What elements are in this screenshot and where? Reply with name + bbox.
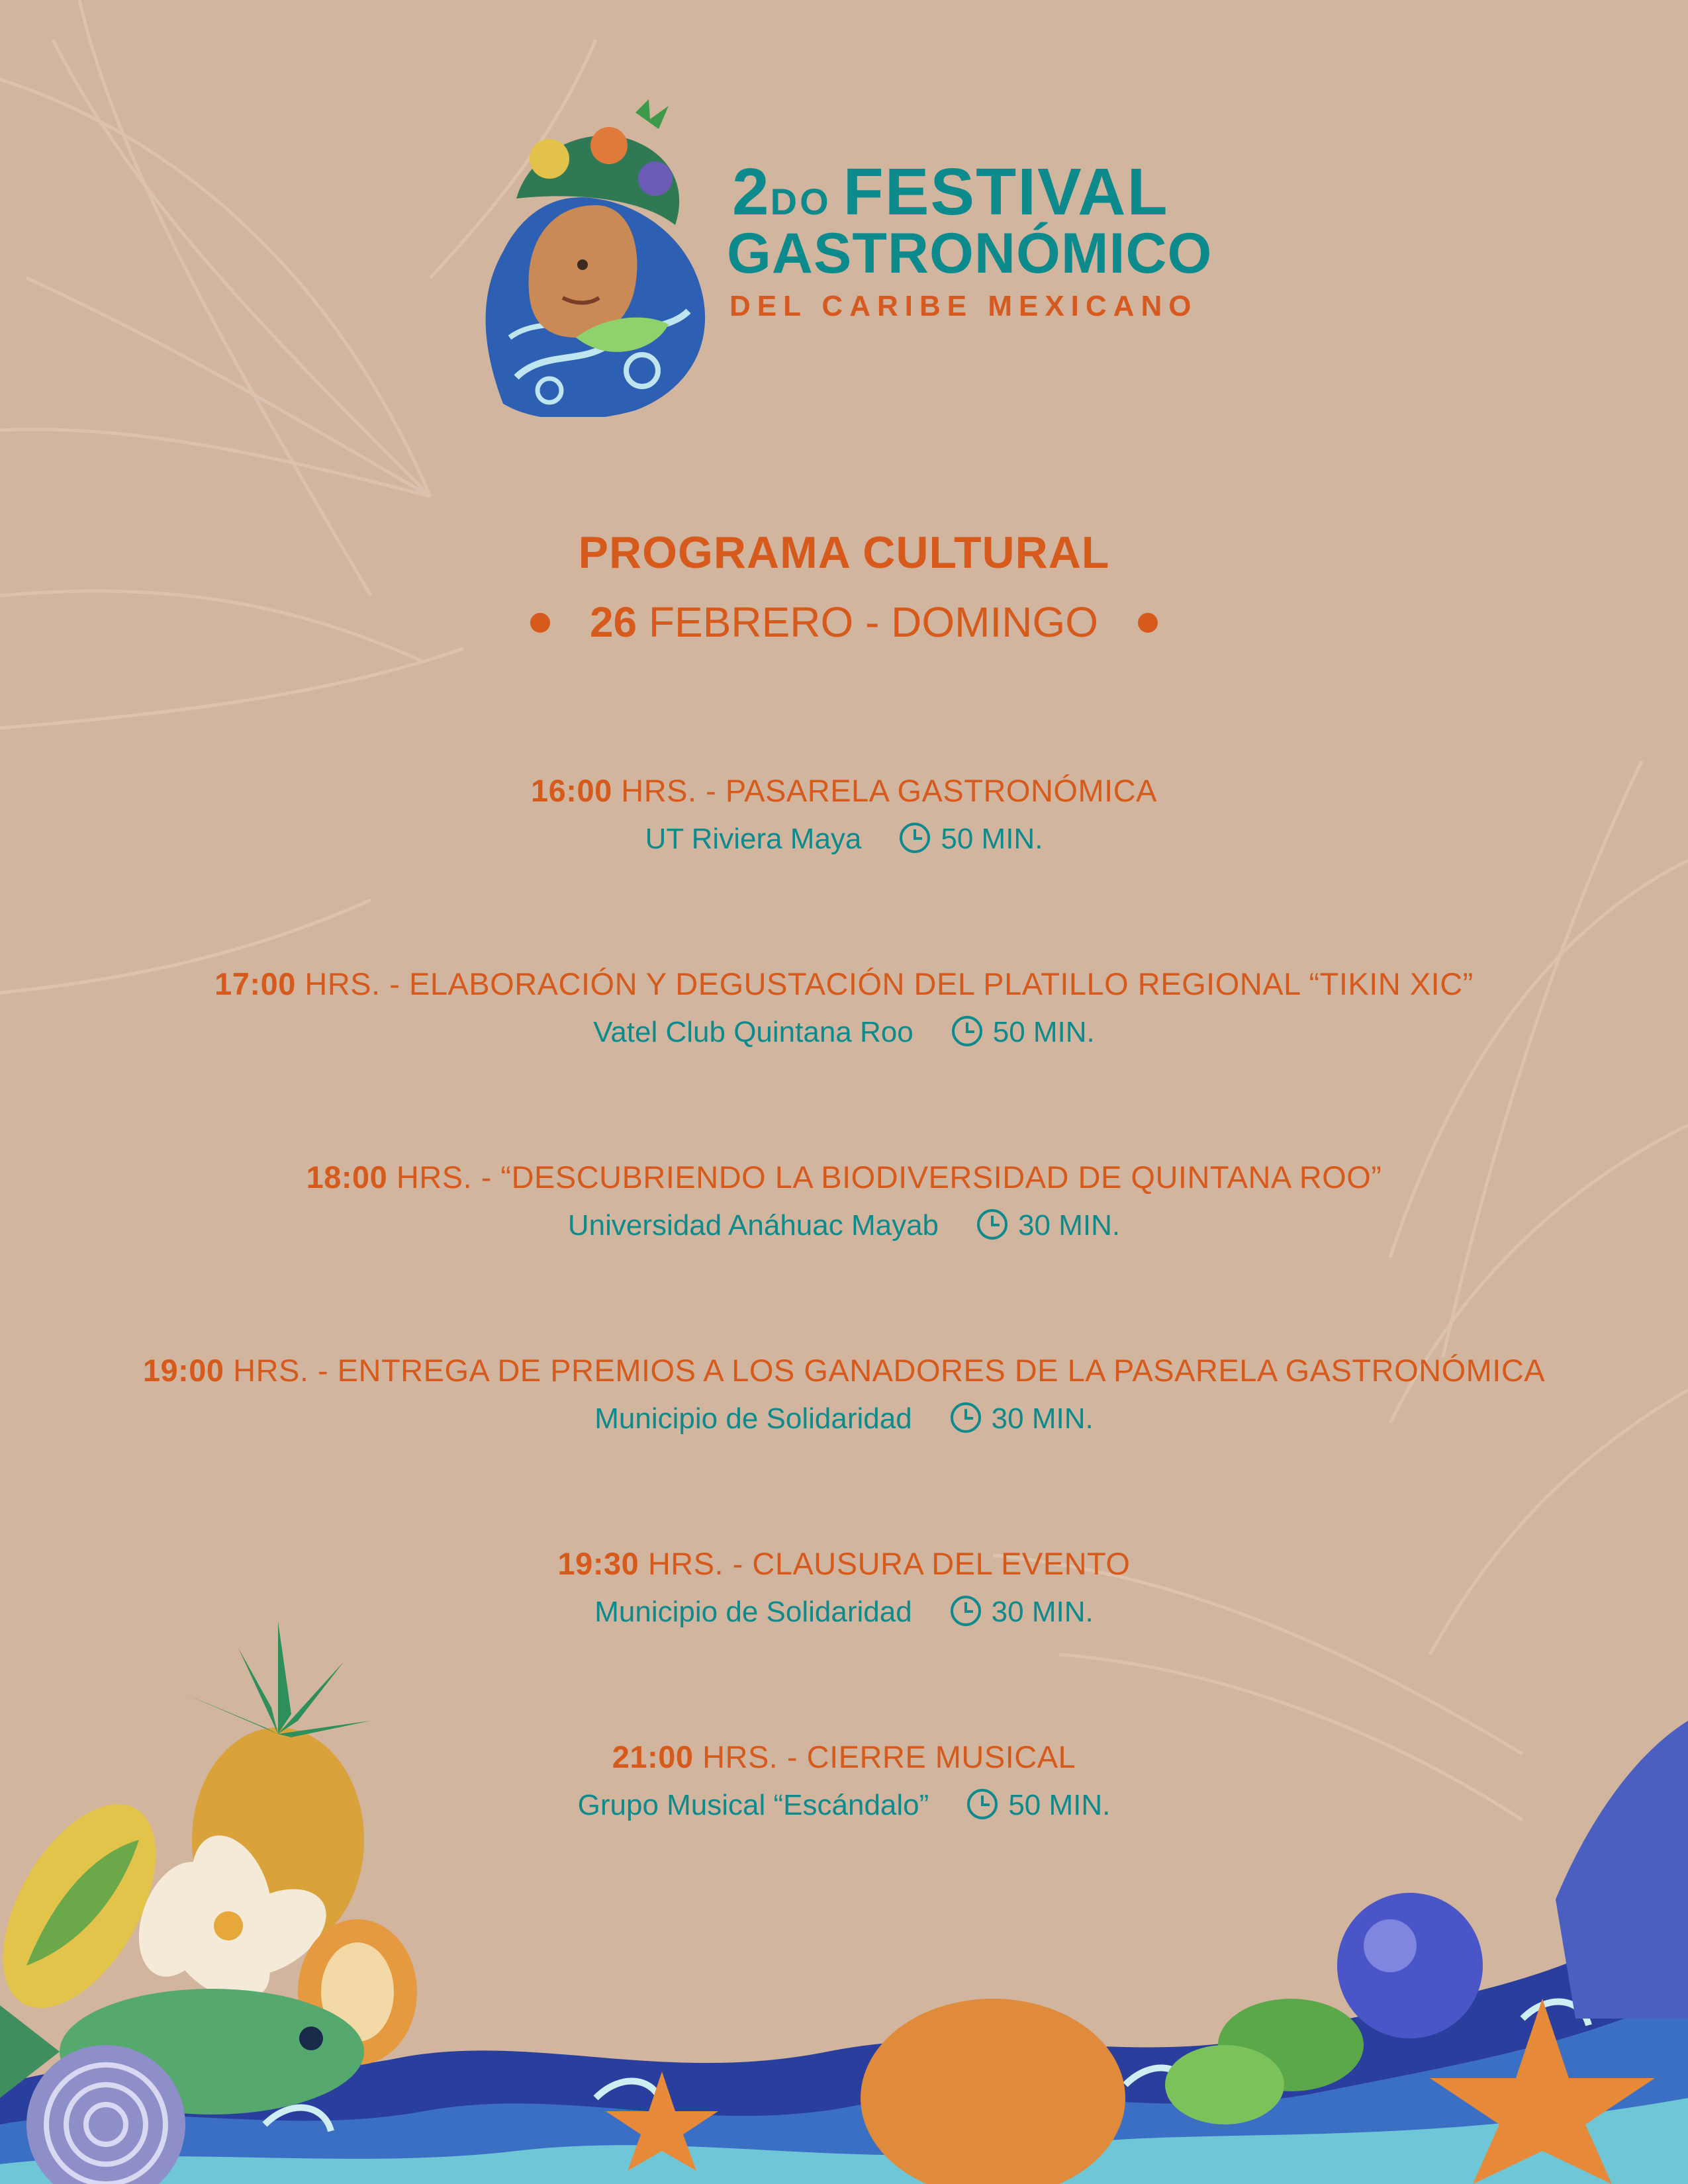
clock-icon [898, 821, 931, 854]
event-duration: 50 MIN. [941, 823, 1043, 855]
event-item [0, 1544, 1688, 1631]
logo-ordinal: DO [770, 181, 831, 222]
bullet-dot-right [1138, 613, 1158, 633]
event-host: Vatel Club Quintana Roo [593, 1016, 914, 1048]
event-name: HRS. - CIERRE MUSICAL [693, 1739, 1076, 1774]
date-day: 26 [589, 598, 637, 646]
clock-icon [951, 1015, 984, 1048]
event-item [0, 771, 1688, 858]
event-title [0, 1544, 1688, 1584]
event-host: Municipio de Solidaridad [594, 1402, 912, 1435]
event-details [0, 1206, 1688, 1245]
event-item [0, 1351, 1688, 1438]
event-item [0, 964, 1688, 1052]
event-duration: 30 MIN. [991, 1596, 1094, 1628]
event-name: HRS. - “DESCUBRIENDO LA BIODIVERSIDAD DE QUINTANA ROO” [387, 1160, 1382, 1195]
event-time: 21:00 [612, 1739, 694, 1774]
event-name: HRS. - ENTREGA DE PREMIOS A LOS GANADORES DE LA PASARELA GASTRONÓMICA [224, 1353, 1546, 1388]
event-duration: 30 MIN. [1018, 1209, 1121, 1242]
event-item [0, 1158, 1688, 1245]
event-time: 17:00 [214, 966, 296, 1001]
event-name: HRS. - ELABORACIÓN Y DEGUSTACIÓN DEL PLATILLO REGIONAL “TIKIN XIC” [295, 966, 1474, 1001]
event-title [0, 771, 1688, 811]
logo-festival-word: FESTIVAL [843, 155, 1169, 229]
logo-caribe-mexicano: DEL CARIBE MEXICANO [729, 290, 1198, 322]
event-details [0, 1013, 1688, 1052]
logo-gastronomico: GASTRONÓMICO [727, 222, 1213, 285]
event-title [0, 1351, 1688, 1390]
bottom-decorative-illustration [0, 1621, 1688, 2184]
event-title [0, 964, 1688, 1004]
event-duration: 30 MIN. [991, 1402, 1094, 1435]
bullet-dot-left [530, 613, 550, 633]
event-time: 16:00 [531, 773, 612, 808]
event-name: HRS. - CLAUSURA DEL EVENTO [639, 1546, 1131, 1581]
event-duration: 50 MIN. [1008, 1789, 1111, 1821]
event-name: HRS. - PASARELA GASTRONÓMICA [612, 773, 1157, 808]
clock-icon [949, 1401, 982, 1434]
logo-edition-number: 2 [732, 155, 771, 229]
date-month-weekday: FEBRERO - DOMINGO [637, 598, 1099, 646]
event-host: Universidad Anáhuac Mayab [567, 1209, 939, 1242]
clock-icon [976, 1208, 1009, 1241]
program-heading: PROGRAMA CULTURAL [578, 527, 1110, 578]
event-details [0, 820, 1688, 858]
program-date [0, 594, 1688, 650]
event-host: UT Riviera Maya [645, 823, 862, 855]
event-title [0, 1158, 1688, 1197]
festival-logo-illustration [477, 99, 715, 417]
event-time: 19:00 [142, 1353, 224, 1388]
event-host: Municipio de Solidaridad [594, 1596, 912, 1628]
event-time: 18:00 [306, 1160, 388, 1195]
event-time: 19:30 [557, 1546, 639, 1581]
event-host: Grupo Musical “Escándalo” [577, 1789, 929, 1821]
event-duration: 50 MIN. [992, 1016, 1095, 1048]
event-details [0, 1400, 1688, 1438]
